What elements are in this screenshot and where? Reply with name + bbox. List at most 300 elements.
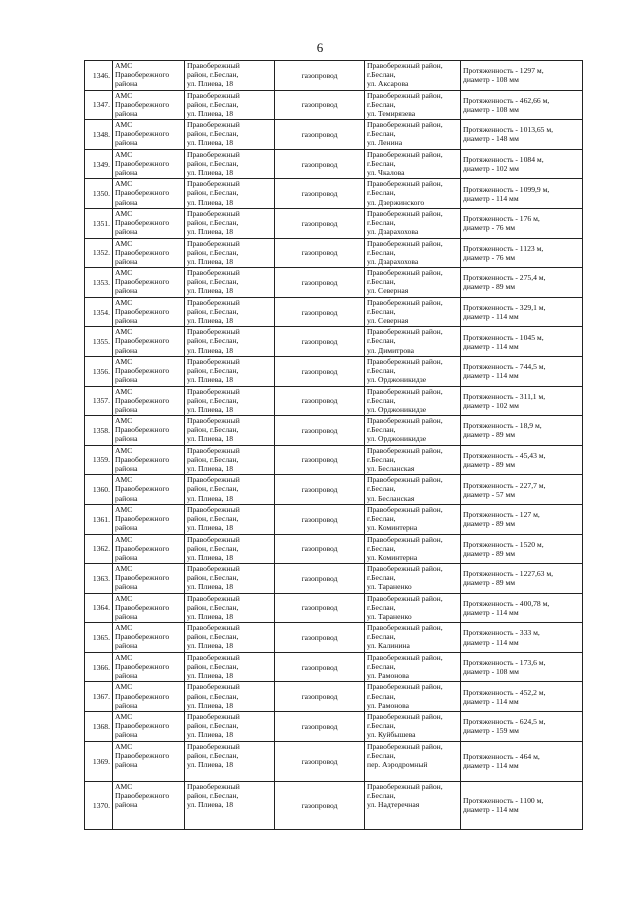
characteristics-cell-line: диаметр - 114 мм [463, 341, 519, 351]
object-name-cell: газопровод [275, 386, 365, 416]
object-location-cell-line: ул. Орджоникидзе [367, 375, 427, 385]
owner-address-cell-line: ул. Плиева, 18 [187, 463, 234, 473]
table-row [85, 297, 583, 327]
object-location-cell-line: Правобережный район, [367, 297, 443, 307]
object-name-cell: газопровод [275, 623, 365, 653]
row-number: 1363. [85, 564, 113, 594]
object-name-cell: газопровод [275, 179, 365, 209]
table-row [85, 386, 583, 416]
owner-cell-line: Правобережного [115, 188, 170, 198]
owner-address-cell-line: ул. Плиева, 18 [187, 167, 234, 177]
owner-cell [113, 179, 185, 209]
object-name-cell: газопровод [275, 593, 365, 623]
object-location-cell-line: г.Беслан, [367, 454, 396, 464]
owner-address-cell-line: Правобережный [187, 534, 240, 544]
characteristics-cell-line: диаметр - 114 мм [463, 312, 519, 322]
table-row [85, 90, 583, 120]
owner-cell-line: района [115, 582, 138, 592]
object-location-cell [365, 297, 461, 327]
characteristics-cell-line: диаметр - 108 мм [463, 104, 519, 114]
object-location-cell-line: Правобережный район, [367, 356, 443, 366]
table-row [85, 623, 583, 653]
characteristics-cell-line: диаметр - 76 мм [463, 223, 516, 233]
object-location-cell [365, 593, 461, 623]
characteristics-cell-line: диаметр - 108 мм [463, 667, 519, 677]
object-location-cell [365, 445, 461, 475]
row-number: 1365. [85, 623, 113, 653]
object-location-cell [365, 90, 461, 120]
characteristics-cell-line: Протяженность - 624,5 м, [463, 717, 546, 727]
owner-cell-line: Правобережного [115, 277, 170, 287]
owner-cell-line: Правобережного [115, 602, 170, 612]
owner-address-cell-line: Правобережный [187, 90, 240, 100]
owner-address-cell [185, 61, 275, 91]
characteristics-cell [461, 741, 583, 781]
owner-address-cell [185, 356, 275, 386]
characteristics-cell-line: диаметр - 102 мм [463, 164, 519, 174]
object-location-cell-line: г.Беслан, [367, 543, 396, 553]
object-location-cell [365, 238, 461, 268]
object-name-cell: газопровод [275, 534, 365, 564]
owner-cell-line: района [115, 730, 138, 740]
characteristics-cell-line: диаметр - 114 мм [463, 637, 519, 647]
owner-address-cell [185, 386, 275, 416]
table-row [85, 593, 583, 623]
owner-address-cell-line: Правобережный [187, 179, 240, 189]
object-location-cell-line: ул. Северная [367, 315, 409, 325]
owner-address-cell [185, 90, 275, 120]
object-location-cell-line: Правобережный район, [367, 445, 443, 455]
table-row [85, 238, 583, 268]
characteristics-cell-line: диаметр - 114 мм [463, 607, 519, 617]
object-location-cell-line: Правобережный район, [367, 327, 443, 337]
table-row [85, 504, 583, 534]
owner-address-cell [185, 781, 275, 829]
characteristics-cell-line: Протяженность - 1045 м, [463, 332, 544, 342]
owner-cell [113, 149, 185, 179]
object-location-cell-line: ул. Коминтерна [367, 523, 418, 533]
owner-address-cell-line: район, г.Беслан, [187, 691, 239, 701]
table-row [85, 682, 583, 712]
owner-address-cell-line: район, г.Беслан, [187, 790, 239, 800]
object-location-cell [365, 208, 461, 238]
row-number: 1369. [85, 741, 113, 781]
owner-address-cell [185, 652, 275, 682]
object-name-cell: газопровод [275, 682, 365, 712]
owner-address-cell-line: Правобережный [187, 149, 240, 159]
owner-address-cell-line: район, г.Беслан, [187, 514, 239, 523]
owner-address-cell-line: ул. Плиева, 18 [187, 138, 234, 148]
object-location-cell-line: Правобережный район, [367, 623, 443, 633]
owner-cell-line: Правобережного [115, 543, 170, 553]
object-location-cell [365, 268, 461, 298]
owner-cell-line: Правобережного [115, 514, 170, 523]
characteristics-cell [461, 268, 583, 298]
object-name-cell: газопровод [275, 356, 365, 386]
object-name-cell: газопровод [275, 327, 365, 357]
owner-address-cell-line: Правобережный [187, 268, 240, 278]
owner-cell-line: Правобережного [115, 247, 170, 257]
owner-address-cell-line: район, г.Беслан, [187, 70, 239, 80]
object-location-cell-line: ул. Надтеречная [367, 799, 420, 809]
object-location-cell-line: г.Беслан, [367, 366, 396, 376]
object-location-cell-line: ул. Бесланская [367, 463, 415, 473]
object-location-cell-line: ул. Орджоникидзе [367, 404, 427, 414]
owner-address-cell-line: ул. Плиева, 18 [187, 641, 234, 651]
owner-cell [113, 445, 185, 475]
row-number: 1370. [85, 781, 113, 829]
owner-cell [113, 712, 185, 742]
owner-address-cell-line: Правобережный [187, 593, 240, 603]
characteristics-cell-line: диаметр - 89 мм [463, 430, 516, 440]
owner-cell [113, 208, 185, 238]
object-location-cell-line: г.Беслан, [367, 790, 396, 800]
object-location-cell-line: ул. Дзарахохова [367, 227, 419, 237]
owner-cell-line: района [115, 759, 138, 769]
owner-address-cell-line: Правобережный [187, 120, 240, 130]
characteristics-cell-line: Протяженность - 18,9 м, [463, 421, 542, 431]
row-number: 1355. [85, 327, 113, 357]
owner-cell-line: Правобережного [115, 218, 170, 228]
characteristics-cell-line: Протяженность - 1297 м, [463, 66, 544, 76]
object-name-cell: газопровод [275, 564, 365, 594]
object-location-cell [365, 386, 461, 416]
object-location-cell-line: ул. Коминтерна [367, 552, 418, 562]
owner-cell [113, 327, 185, 357]
object-location-cell [365, 623, 461, 653]
owner-cell [113, 297, 185, 327]
owner-address-cell-line: район, г.Беслан, [187, 366, 239, 376]
characteristics-cell-line: Протяженность - 45,43 м, [463, 450, 546, 460]
table-row [85, 445, 583, 475]
characteristics-cell [461, 238, 583, 268]
owner-address-cell-line: ул. Плиева, 18 [187, 404, 234, 414]
characteristics-cell [461, 534, 583, 564]
owner-cell-line: района [115, 404, 138, 414]
owner-cell [113, 623, 185, 653]
characteristics-cell-line: диаметр - 76 мм [463, 252, 516, 262]
object-location-cell [365, 61, 461, 91]
owner-cell [113, 475, 185, 505]
characteristics-cell [461, 712, 583, 742]
object-location-cell-line: ул. Калинина [367, 641, 410, 651]
owner-cell-line: Правобережного [115, 573, 170, 583]
table-row [85, 652, 583, 682]
characteristics-cell-line: Протяженность - 333 м, [463, 628, 540, 638]
owner-cell-line: АМС [115, 504, 133, 514]
row-number: 1349. [85, 149, 113, 179]
owner-cell-line: Правобережного [115, 632, 170, 642]
object-location-cell-line: г.Беслан, [367, 573, 396, 583]
owner-address-cell-line: ул. Плиева, 18 [187, 434, 234, 444]
characteristics-cell-line: диаметр - 159 мм [463, 726, 519, 736]
owner-cell-line: района [115, 463, 138, 473]
object-location-cell-line: пер. Аэродромный [367, 759, 428, 769]
owner-address-cell-line: район, г.Беслан, [187, 277, 239, 287]
object-location-cell-line: Правобережный район, [367, 475, 443, 485]
object-location-cell [365, 356, 461, 386]
row-number: 1356. [85, 356, 113, 386]
object-location-cell-line: ул. Тараненко [367, 582, 412, 592]
object-location-cell-line: Правобережный район, [367, 682, 443, 692]
object-name-cell: газопровод [275, 652, 365, 682]
owner-address-cell-line: район, г.Беслан, [187, 99, 239, 109]
owner-address-cell-line: район, г.Беслан, [187, 218, 239, 228]
object-location-cell-line: г.Беслан, [367, 277, 396, 287]
owner-cell-line: АМС [115, 712, 133, 722]
characteristics-cell-line: диаметр - 89 мм [463, 578, 516, 588]
owner-address-cell [185, 682, 275, 712]
object-location-cell [365, 712, 461, 742]
owner-address-cell-line: район, г.Беслан, [187, 395, 239, 405]
owner-address-cell-line: ул. Плиева, 18 [187, 611, 234, 621]
owner-address-cell [185, 268, 275, 298]
characteristics-cell [461, 61, 583, 91]
owner-address-cell-line: район, г.Беслан, [187, 336, 239, 346]
object-location-cell-line: Правобережный район, [367, 120, 443, 130]
row-number: 1353. [85, 268, 113, 298]
characteristics-cell [461, 208, 583, 238]
object-location-cell-line: ул. Орджоникидзе [367, 434, 427, 444]
owner-cell-line: АМС [115, 149, 133, 159]
object-location-cell-line: г.Беслан, [367, 129, 396, 139]
owner-cell-line: АМС [115, 781, 133, 791]
owner-address-cell-line: район, г.Беслан, [187, 425, 239, 435]
owner-address-cell-line: район, г.Беслан, [187, 543, 239, 553]
owner-address-cell-line: Правобережный [187, 623, 240, 633]
owner-address-cell [185, 475, 275, 505]
characteristics-cell-line: Протяженность - 176 м, [463, 214, 540, 224]
owner-address-cell-line: Правобережный [187, 386, 240, 396]
row-number: 1346. [85, 61, 113, 91]
row-number: 1352. [85, 238, 113, 268]
owner-address-cell [185, 564, 275, 594]
owner-cell-line: Правобережного [115, 790, 170, 800]
owner-address-cell-line: ул. Плиева, 18 [187, 286, 234, 296]
object-location-cell [365, 120, 461, 150]
characteristics-cell-line: диаметр - 57 мм [463, 489, 516, 499]
owner-cell-line: района [115, 138, 138, 148]
object-location-cell-line: г.Беслан, [367, 425, 396, 435]
owner-cell-line: АМС [115, 475, 133, 485]
object-location-cell-line: г.Беслан, [367, 336, 396, 346]
owner-cell-line: АМС [115, 741, 133, 751]
characteristics-cell-line: диаметр - 114 мм [463, 696, 519, 706]
object-location-cell-line: г.Беслан, [367, 721, 396, 731]
owner-address-cell [185, 623, 275, 653]
owner-address-cell-line: ул. Плиева, 18 [187, 79, 234, 89]
owner-cell-line: Правобережного [115, 336, 170, 346]
row-number: 1348. [85, 120, 113, 150]
owner-cell [113, 534, 185, 564]
owner-cell-line: АМС [115, 327, 133, 337]
owner-cell-line: Правобережного [115, 661, 170, 671]
owner-address-cell [185, 504, 275, 534]
owner-address-cell-line: Правобережный [187, 327, 240, 337]
owner-cell-line: района [115, 641, 138, 651]
owner-address-cell-line: Правобережный [187, 445, 240, 455]
owner-cell-line: АМС [115, 386, 133, 396]
owner-cell [113, 356, 185, 386]
characteristics-cell-line: Протяженность - 329,1 м, [463, 302, 546, 312]
object-location-cell [365, 416, 461, 446]
owner-cell-line: района [115, 315, 138, 325]
object-location-cell-line: ул. Дзарахохова [367, 256, 419, 266]
characteristics-cell-line: диаметр - 114 мм [463, 371, 519, 381]
characteristics-cell [461, 90, 583, 120]
owner-address-cell [185, 208, 275, 238]
object-name-cell: газопровод [275, 712, 365, 742]
object-location-cell-line: г.Беслан, [367, 514, 396, 523]
object-name-cell: газопровод [275, 475, 365, 505]
characteristics-cell [461, 416, 583, 446]
object-location-cell [365, 741, 461, 781]
owner-address-cell-line: ул. Плиева, 18 [187, 759, 234, 769]
owner-address-cell-line: Правобережный [187, 781, 240, 791]
owner-cell-line: района [115, 256, 138, 266]
object-location-cell-line: Правобережный район, [367, 268, 443, 278]
owner-cell-line: района [115, 227, 138, 237]
owner-cell [113, 652, 185, 682]
object-location-cell-line: ул. Димитрова [367, 345, 415, 355]
object-location-cell-line: Правобережный район, [367, 504, 443, 514]
owner-cell [113, 682, 185, 712]
owner-cell-line: АМС [115, 623, 133, 633]
owner-address-cell-line: ул. Плиева, 18 [187, 493, 234, 503]
characteristics-cell-line: диаметр - 102 мм [463, 400, 519, 410]
characteristics-cell [461, 475, 583, 505]
table-row [85, 475, 583, 505]
owner-address-cell [185, 416, 275, 446]
object-location-cell-line: г.Беслан, [367, 99, 396, 109]
table-row [85, 741, 583, 781]
owner-address-cell [185, 149, 275, 179]
characteristics-cell-line: диаметр - 114 мм [463, 805, 519, 815]
object-location-cell [365, 534, 461, 564]
owner-cell [113, 61, 185, 91]
object-location-cell-line: г.Беслан, [367, 750, 396, 760]
owner-address-cell-line: ул. Плиева, 18 [187, 197, 234, 207]
owner-cell-line: АМС [115, 682, 133, 692]
owner-cell-line: АМС [115, 416, 133, 426]
characteristics-cell-line: Протяженность - 1099,9 м, [463, 184, 550, 194]
object-location-cell-line: г.Беслан, [367, 691, 396, 701]
owner-address-cell-line: район, г.Беслан, [187, 247, 239, 257]
characteristics-cell-line: Протяженность - 1227,63 м, [463, 569, 554, 579]
object-location-cell [365, 179, 461, 209]
owner-cell-line: Правобережного [115, 484, 170, 494]
object-location-cell-line: Правобережный район, [367, 781, 443, 791]
characteristics-cell [461, 682, 583, 712]
owner-address-cell-line: Правобережный [187, 297, 240, 307]
owner-address-cell-line: ул. Плиева, 18 [187, 730, 234, 740]
characteristics-cell [461, 652, 583, 682]
row-number: 1357. [85, 386, 113, 416]
owner-address-cell-line: район, г.Беслан, [187, 632, 239, 642]
owner-cell [113, 120, 185, 150]
owner-address-cell-line: район, г.Беслан, [187, 129, 239, 139]
owner-cell [113, 504, 185, 534]
characteristics-cell-line: Протяженность - 1084 м, [463, 154, 544, 164]
owner-address-cell-line: район, г.Беслан, [187, 721, 239, 731]
row-number: 1347. [85, 90, 113, 120]
characteristics-cell [461, 149, 583, 179]
owner-cell-line: Правобережного [115, 158, 170, 168]
characteristics-cell [461, 564, 583, 594]
owner-address-cell-line: ул. Плиева, 18 [187, 582, 234, 592]
row-number: 1351. [85, 208, 113, 238]
object-location-cell-line: г.Беслан, [367, 70, 396, 80]
table-row [85, 564, 583, 594]
object-location-cell-line: г.Беслан, [367, 395, 396, 405]
owner-address-cell [185, 179, 275, 209]
table-row [85, 416, 583, 446]
object-location-cell-line: г.Беслан, [367, 158, 396, 168]
table-row [85, 268, 583, 298]
object-location-cell [365, 149, 461, 179]
owner-address-cell-line: Правобережный [187, 564, 240, 574]
table-row [85, 327, 583, 357]
owner-cell [113, 238, 185, 268]
owner-address-cell-line: Правобережный [187, 682, 240, 692]
object-location-cell-line: Правобережный район, [367, 61, 443, 70]
row-number: 1354. [85, 297, 113, 327]
characteristics-cell-line: диаметр - 89 мм [463, 519, 516, 529]
characteristics-cell-line: Протяженность - 1123 м, [463, 243, 544, 253]
row-number: 1368. [85, 712, 113, 742]
object-location-cell-line: Правобережный район, [367, 179, 443, 189]
owner-cell-line: АМС [115, 61, 133, 70]
row-number: 1367. [85, 682, 113, 712]
object-name-cell: газопровод [275, 90, 365, 120]
characteristics-cell [461, 623, 583, 653]
table-row [85, 534, 583, 564]
object-location-cell-line: г.Беслан, [367, 484, 396, 494]
owner-cell-line: района [115, 493, 138, 503]
characteristics-cell-line: Протяженность - 311,1 м, [463, 391, 546, 401]
owner-address-cell [185, 593, 275, 623]
owner-address-cell-line: район, г.Беслан, [187, 573, 239, 583]
owner-cell-line: Правобережного [115, 366, 170, 376]
owner-cell-line: АМС [115, 179, 133, 189]
object-location-cell-line: Правобережный район, [367, 90, 443, 100]
row-number: 1364. [85, 593, 113, 623]
owner-cell-line: района [115, 611, 138, 621]
owner-cell-line: АМС [115, 238, 133, 248]
registry-body [85, 61, 583, 830]
owner-address-cell-line: Правобережный [187, 652, 240, 662]
owner-cell-line: района [115, 671, 138, 681]
owner-cell [113, 386, 185, 416]
object-location-cell [365, 504, 461, 534]
characteristics-cell-line: диаметр - 89 мм [463, 548, 516, 558]
page-number: 6 [316, 40, 324, 55]
characteristics-cell-line: Протяженность - 1100 м, [463, 796, 544, 806]
table-row [85, 208, 583, 238]
owner-cell-line: района [115, 700, 138, 710]
owner-cell-line: района [115, 523, 138, 533]
owner-address-cell [185, 534, 275, 564]
owner-cell-line: Правобережного [115, 750, 170, 760]
object-location-cell-line: ул. Чкалова [367, 167, 405, 177]
object-location-cell-line: г.Беслан, [367, 218, 396, 228]
owner-cell-line: района [115, 167, 138, 177]
table-row [85, 712, 583, 742]
table-row [85, 356, 583, 386]
owner-cell-line: АМС [115, 268, 133, 278]
owner-address-cell [185, 445, 275, 475]
characteristics-cell-line: Протяженность - 275,4 м, [463, 273, 546, 283]
